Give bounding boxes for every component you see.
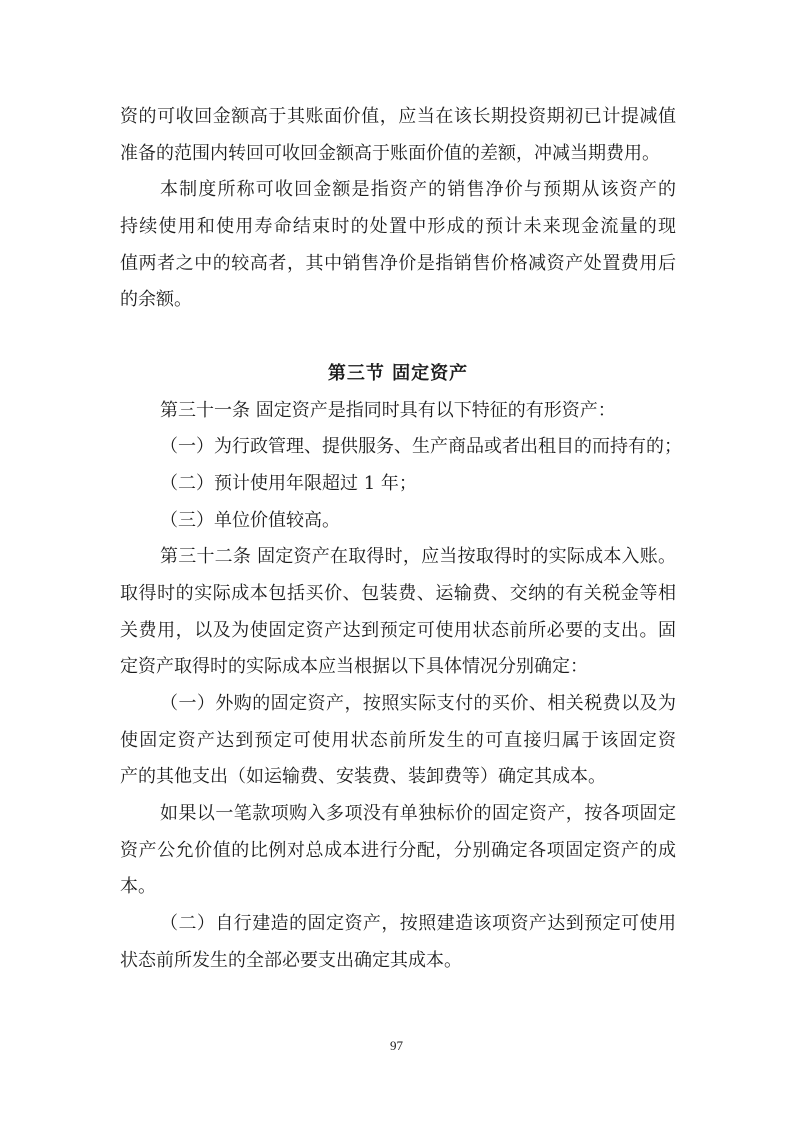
text-line: 准备的范围内转回可收回金额高于账面价值的差额，冲减当期费用。	[120, 142, 660, 164]
text-line: 定资产取得时的实际成本应当根据以下具体情况分别确定：	[120, 656, 588, 678]
text-line: （一）为行政管理、提供服务、生产商品或者出租目的而持有的；	[160, 436, 682, 458]
text-line: 第三十二条 固定资产在取得时，应当按取得时的实际成本入账。	[160, 546, 676, 568]
text-line: （二）自行建造的固定资产，按照建造该项资产达到预定可使用	[160, 913, 676, 935]
text-line: 资产公允价值的比例对总成本进行分配，分别确定各项固定资产的成	[120, 839, 676, 861]
section-heading: 第三节 固定资产	[327, 362, 469, 384]
text-line: 取得时的实际成本包括买价、包装费、运输费、交纳的有关税金等相	[120, 582, 676, 604]
text-line: （二）预计使用年限超过 1 年；	[160, 472, 417, 494]
blank-line	[120, 319, 676, 356]
page-number: 97	[390, 1038, 403, 1053]
text-line: 持续使用和使用寿命结束时的处置中形成的预计未来现金流量的现	[120, 216, 676, 238]
text-line: 产的其他支出（如运输费、安装费、装卸费等）确定其成本。	[120, 766, 606, 788]
text-line: 状态前所发生的全部必要支出确定其成本。	[120, 949, 462, 971]
text-line: 本制度所称可收回金额是指资产的销售净价与预期从该资产的	[160, 179, 676, 201]
text-line: 本。	[120, 876, 156, 898]
text-line: 值两者之中的较高者，其中销售净价是指销售价格减资产处置费用后	[120, 252, 676, 274]
text-line: 使固定资产达到预定可使用状态前所发生的可直接归属于该固定资	[120, 729, 676, 751]
text-line: 关费用，以及为使固定资产达到预定可使用状态前所必要的支出。固	[120, 619, 676, 641]
text-line: 第三十一条 固定资产是指同时具有以下特征的有形资产：	[160, 399, 616, 421]
text-line: 的余额。	[120, 289, 192, 311]
document-body	[120, 99, 682, 980]
text-line: （三）单位价值较高。	[160, 509, 340, 531]
text-line: 资的可收回金额高于其账面价值，应当在该长期投资期初已计提减值	[120, 106, 676, 127]
text-line: 如果以一笔款项购入多项没有单独标价的固定资产，按各项固定	[160, 803, 676, 825]
text-line: （一）外购的固定资产，按照实际支付的买价、相关税费以及为	[160, 693, 676, 714]
